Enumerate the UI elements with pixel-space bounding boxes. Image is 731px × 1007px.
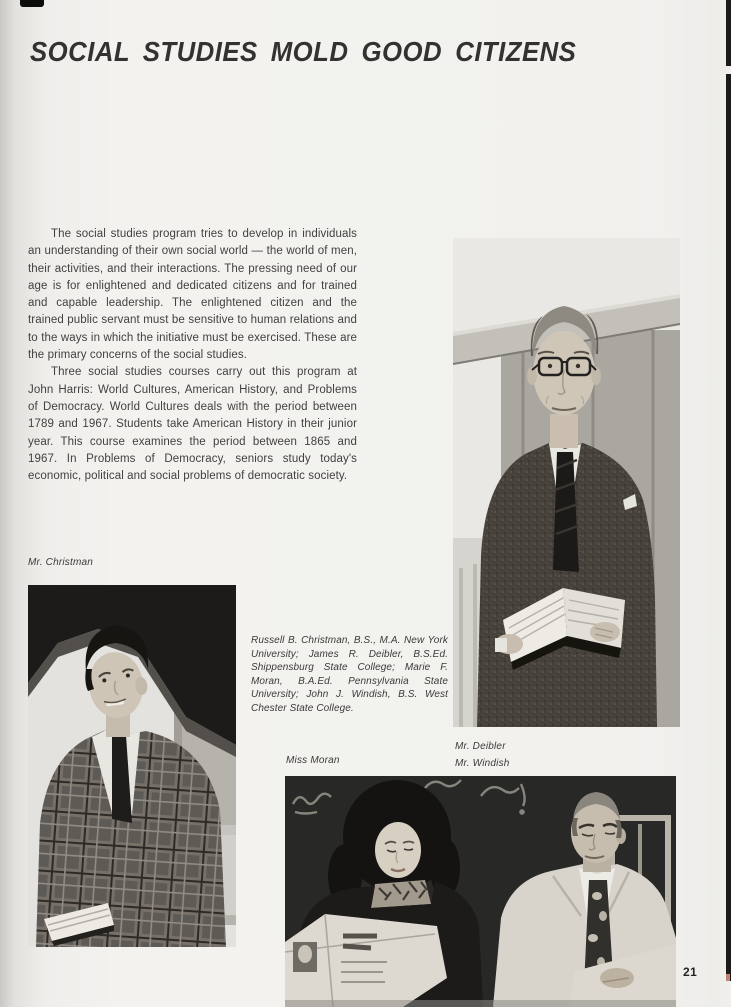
photo-miss-moran-mr-windish — [285, 776, 676, 1007]
face — [375, 822, 421, 878]
caption-mr-windish: Mr. Windish — [455, 758, 510, 769]
caption-mr-deibler: Mr. Deibler — [455, 741, 506, 752]
scan-mark-top-left — [20, 0, 44, 7]
right-hand — [590, 622, 620, 642]
intro-paragraph-1: The social studies program tries to develop in individuals an understanding of their own social world — the world of men, their activities, and their interactions. The pressing need of our age is for enlightened and dedicated citizens and for trained and capable leadership. The enlightened citizen and the trained public servant must be sensitive to human relations and to the ways in which the initiative must be exercised. These are the primary concerns of the social studies. — [28, 228, 357, 362]
caption-mr-christman: Mr. Christman — [28, 557, 94, 568]
intro-paragraph-2: Three social studies courses carry out this program at John Harris: World Cultures, American History, and Problems of Democracy. World Cultures deals with the period between 1789 and 1967. Students take American History in their junior year. This course examines the period between 1865 and 1967. In Problems of Democracy, seniors study today's economic, political and social problems of democratic society. — [28, 366, 357, 483]
faculty-credits: Russell B. Christman, B.S., M.A. New York University; James R. Deibler, B.S.Ed. Shippensburg State College; Marie F. Moran, B.A.Ed. Pennsylvania State University; John J. Windish, B.S. West Chester State College. — [251, 635, 448, 714]
photo-mr-christman — [28, 585, 236, 947]
scan-edge-gap — [726, 66, 731, 74]
scan-edge-dot — [726, 974, 730, 981]
page-number: 21 — [683, 965, 698, 979]
scan-edge-right — [726, 0, 731, 981]
newspaper — [285, 914, 447, 1007]
neck — [550, 414, 578, 448]
photo-mr-deibler — [453, 238, 680, 727]
table-edge — [285, 1000, 676, 1007]
page-title: SOCIAL STUDIES MOLD GOOD CITIZENS — [30, 36, 577, 67]
intro-text — [28, 226, 357, 485]
caption-miss-moran: Miss Moran — [286, 755, 340, 766]
